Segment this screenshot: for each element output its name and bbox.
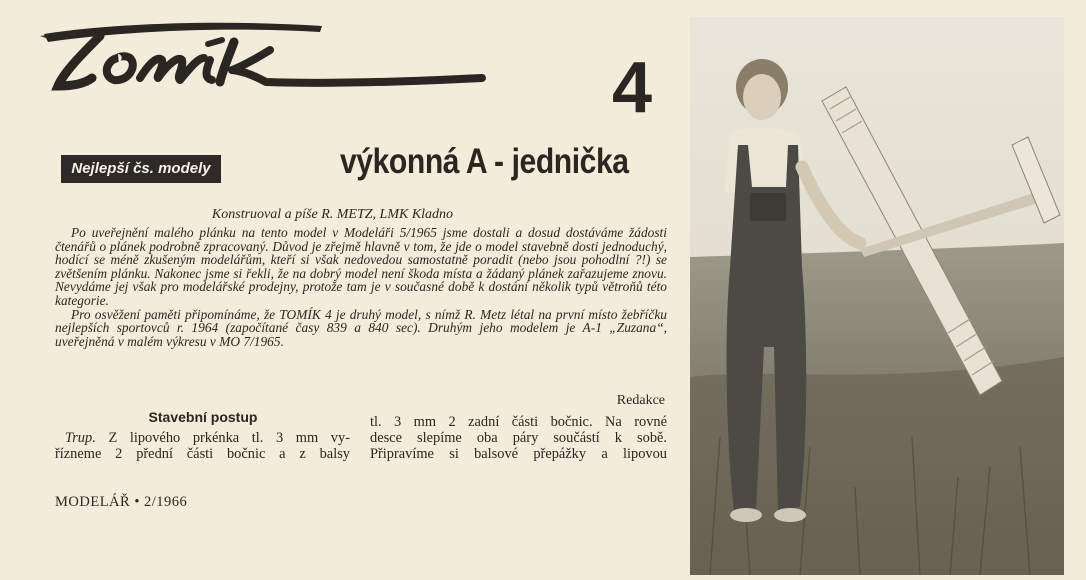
body-line	[55, 430, 350, 446]
title-logo-script	[22, 14, 492, 94]
intro-text	[55, 226, 667, 348]
intro-paragraph-1: Po uveřejnění malého plánku na tento model v Modeláři 5/1965 jsme dostali a dosud dostáváme žádosti čtenářů o plánek podrobně zpracovaný. Důvod je zřejmě hlavně v tom, že jde o model stavebně dosti jednoduchý, hodící se méně zkušeným modelářům, kteří si však nedovedou samostatně poradit (nebo jsou pohodlní ?!) se zvětšením plánku. Nakonec jsme si řekli, že na dobrý model není škoda místa a žádaný plánek zařazujeme znovu. Nevydáme jej však pro modelářské prodejny, protože tam je v současné době k dostání několik typů větroňů této kategorie.	[55, 225, 667, 308]
section-badge: Nejlepší čs. modely	[61, 155, 221, 183]
body-line: tl. 3 mm 2 zadní části bočnic. Na rovné	[370, 414, 667, 430]
editorial-credit: Redakce	[616, 393, 665, 408]
body-column-2	[370, 414, 667, 462]
body-line: řízneme 2 přední části bočnic a z balsy	[55, 446, 350, 462]
body-line: desce slepíme oba páry součástí k sobě.	[370, 430, 667, 446]
body-lead: Trup.	[65, 430, 96, 446]
section-heading: Stavební postup	[148, 409, 258, 425]
body-line-text: Z lipového prkénka tl. 3 mm vy-	[108, 430, 350, 446]
body-line: Připravíme si balsové přepážky a lipovou	[370, 446, 667, 462]
title-number: 4	[612, 48, 653, 128]
photo-woman-with-glider	[690, 17, 1064, 575]
title-logo	[22, 14, 492, 94]
author-line: Konstruoval a píše R. METZ, LMK Kladno	[211, 207, 454, 222]
article-subtitle: výkonná A - jednička	[340, 142, 629, 181]
page-footer: MODELÁŘ • 2/1966	[55, 494, 188, 510]
intro-paragraph-2: Pro osvěžení paměti připomínáme, že TOMÍK 4 je druhý model, s nímž R. Metz létal na první místo žebříčku nejlepších sportovců r. 1964 (započítané časy 839 a 840 sec). Druhým jeho modelem je A-1 „Zuzana“, uveřejněná v malém výkresu v MO 7/1965.	[55, 306, 667, 349]
body-column-1	[55, 430, 350, 462]
